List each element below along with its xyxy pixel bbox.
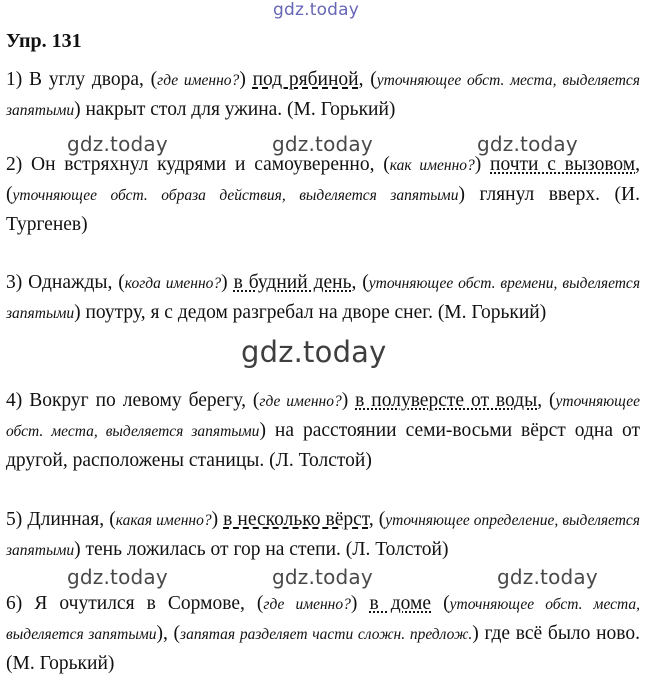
underlined-phrase: в несколько вёрст [223,509,369,530]
underlined-phrase: в будний день [233,272,352,293]
text: Я очутился в Сормове, ( [34,593,264,614]
underlined-phrase: почти с вызовом [490,154,636,175]
text: Длинная, ( [27,509,116,530]
sentence-4 [6,386,640,475]
question: какая именно? [115,512,212,529]
grammar-note: уточняющее обст. времени, выделяется запятыми [6,275,641,322]
text: Однажды, ( [28,272,125,293]
question: где именно? [263,596,351,613]
text: ) [474,154,491,175]
underlined-phrase: под рябиной [252,69,359,90]
text: В углу двора, ( [29,69,158,90]
text: ( [431,593,450,614]
text: ) [221,272,234,293]
item-number: 3) [6,272,23,293]
watermark: gdz.today [67,132,168,156]
exercise-title: Упр. 131 [6,30,82,52]
underlined-phrase: в полуверсте от воды [355,390,538,411]
watermark: gdz.today [477,132,578,156]
text: ) тень ложилась от гор на степи. (Л. Толстой) [74,539,449,560]
sentence-1 [6,65,640,125]
question: где именно? [259,393,342,410]
item-number: 5) [6,509,23,530]
watermark-top: gdz.today [273,0,360,20]
grammar-note: уточняющее определение, выделяется запятыми [6,512,641,559]
item-number: 2) [6,154,23,175]
question: как именно? [389,157,475,174]
text: ) на расстоянии семи-восьми вёрст одна от другой, расположены станицы. (Л. Толстой) [6,420,640,471]
text: ) где всё было ново. (М. Горький) [6,623,640,674]
watermark-large: gdz.today [241,335,387,369]
text: Он встряхнул кудрями и самоуверенно, ( [31,154,390,175]
watermark: gdz.today [272,132,373,156]
text: , ( [6,154,640,205]
text: ) [341,390,356,411]
grammar-note: уточняющее обст. места, выделяется запятыми [6,393,641,440]
sentence-3 [6,268,640,328]
text: ) [211,509,224,530]
item-number: 4) [6,390,23,411]
grammar-note: уточняющее обст. места, выделяется запятыми [6,72,641,119]
question: когда именно? [124,275,222,292]
text: Вокруг по левому берегу, ( [29,390,260,411]
text: ) поутру, я с дедом разгребал на дворе снег. (М. Горький) [74,302,547,323]
text: ) накрыт стол для ужина. (М. Горький) [74,99,396,120]
item-number: 6) [6,593,23,614]
sentence-6 [6,589,640,678]
sentence-2 [6,150,640,239]
text: , ( [351,272,369,293]
text: , ( [358,69,377,90]
text: ) глянул вверх. (И. Тургенев) [6,184,640,235]
item-number: 1) [6,69,23,90]
watermark: gdz.today [67,565,168,589]
watermark: gdz.today [497,565,598,589]
watermark: gdz.today [272,565,373,589]
question: где именно? [157,72,240,89]
grammar-note: уточняющее обст. образа действия, выделяется запятыми [12,187,459,204]
underlined-phrase: в доме [369,593,432,614]
text: ) [239,69,253,90]
text: ), ( [156,623,181,644]
grammar-note: запятая разделяет части сложн. предлож. [180,626,473,643]
text: , ( [368,509,386,530]
grammar-note: уточняющее обст. места, выделяется запятыми [6,596,641,643]
text: ) [350,593,370,614]
text: , ( [537,390,556,411]
sentence-5 [6,505,640,565]
